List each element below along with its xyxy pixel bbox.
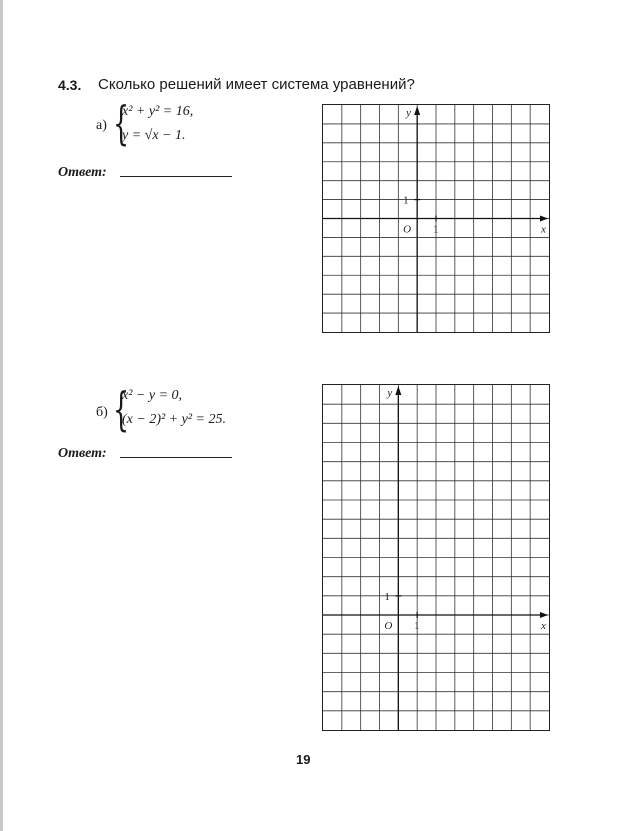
- x-axis-arrow: [540, 216, 548, 222]
- coordinate-grid-b[interactable]: [322, 384, 550, 731]
- x-axis-arrow: [540, 612, 548, 618]
- part-a-brace: {: [113, 96, 130, 150]
- grid-a-svg: [323, 105, 549, 332]
- part-a-answer-label: Ответ:: [58, 165, 107, 180]
- part-b-equation-2: (x − 2)² + y² = 25.: [122, 412, 226, 427]
- grid-b-svg: [323, 385, 549, 730]
- coordinate-grid-a[interactable]: [322, 104, 550, 333]
- origin-label: O: [384, 620, 393, 632]
- page-edge: [0, 0, 3, 831]
- y-axis-label: y: [387, 387, 393, 399]
- part-a-label: а): [96, 118, 107, 133]
- part-b-answer-field[interactable]: [120, 457, 232, 458]
- x-tick-label: 1: [414, 620, 420, 632]
- problem-prompt: Сколько решений имеет система уравнений?: [98, 76, 415, 93]
- y-axis-arrow: [414, 106, 420, 115]
- part-b-label: б): [96, 405, 108, 420]
- x-tick-label: 1: [433, 223, 439, 236]
- y-axis-label: y: [406, 107, 412, 119]
- part-b-brace: {: [113, 382, 130, 436]
- part-a-equation-2: y = √x − 1.: [122, 128, 186, 143]
- part-b-equation-1: x² − y = 0,: [122, 388, 183, 403]
- y-tick-label: 1: [403, 194, 409, 207]
- origin-label: O: [403, 223, 412, 236]
- part-a-equation-1: x² + y² = 16,: [122, 104, 194, 119]
- part-b-answer-label: Ответ:: [58, 446, 107, 461]
- y-tick-label: 1: [384, 590, 390, 603]
- problem-number: 4.3.: [58, 77, 82, 93]
- x-axis-label: x: [541, 620, 546, 632]
- part-a-answer-field[interactable]: [120, 176, 232, 177]
- x-axis-label: x: [541, 223, 546, 236]
- page-number: 19: [296, 752, 311, 767]
- y-axis-arrow: [395, 386, 401, 395]
